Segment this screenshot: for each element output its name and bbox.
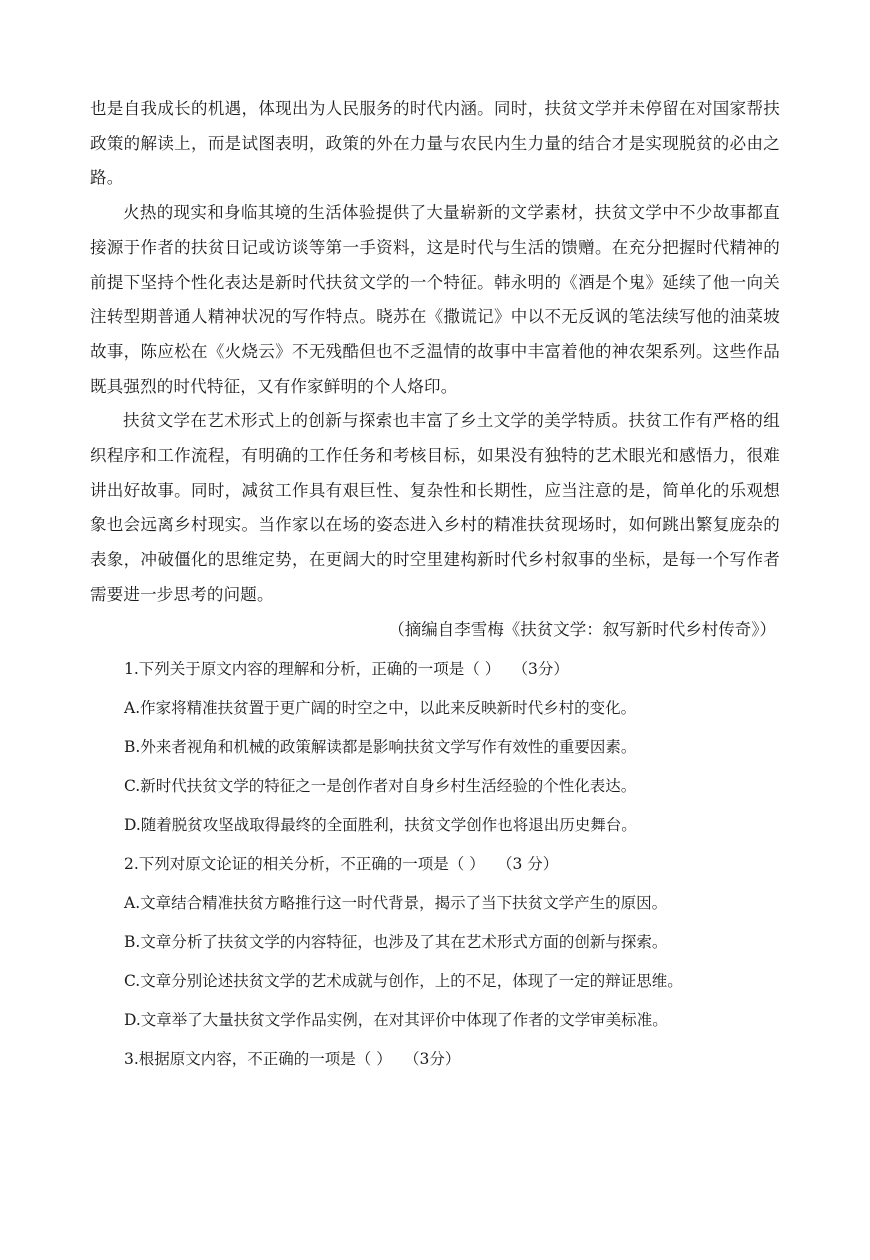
document-page	[90, 92, 780, 1079]
paragraph-3: 扶贫文学在艺术形式上的创新与探索也丰富了乡土文学的美学特质。扶贫工作有严格的组织程序和工作流程，有明确的工作任务和考核目标，如果没有独特的艺术眼光和感悟力，很难讲出好故事。同时，减贫工作具有艰巨性、复杂性和长期性，应当注意的是，简单化的乐观想象也会远离乡村现实。当作家以在场的姿态进入乡村的精准扶贫现场时，如何跳出繁复庞杂的表象，冲破僵化的思维定势，在更阔大的时空里建构新时代乡村叙事的坐标，是每一个写作者需要进一步思考的问题。	[90, 411, 780, 604]
question-list	[90, 650, 780, 1079]
question-stem	[124, 845, 780, 884]
option-a: A.文章结合精准扶贫方略推行这一时代背景，揭示了当下扶贫文学产生的原因。	[124, 894, 668, 913]
question-score: （3分）	[520, 660, 569, 679]
option-c: C.新时代扶贫文学的特征之一是创作者对自身乡村生活经验的个性化表达。	[124, 777, 637, 796]
option-a: A.作家将精准扶贫置于更广阔的时空之中，以此来反映新时代乡村的变化。	[124, 699, 637, 718]
option-c: C.文章分别论述扶贫文学的艺术成就与创作，上的不足，体现了一定的辩证思维。	[124, 972, 683, 991]
option-d: D.文章举了大量扶贫文学作品实例，在对其评价中体现了作者的文学审美标准。	[124, 1011, 668, 1030]
option-b: B.文章分析了扶贫文学的内容特征，也涉及了其在艺术形式方面的创新与探索。	[124, 933, 668, 952]
question-stem-text: 2.下列对原文论证的相关分析，不正确的一项是（ ）	[124, 855, 485, 874]
question-score: （3分）	[411, 1050, 461, 1069]
question-score: （3 分）	[504, 855, 559, 874]
paragraph-2: 火热的现实和身临其境的生活体验提供了大量崭新的文学素材，扶贫文学中不少故事都直接源于作者的扶贫日记或访谈等第一手资料，这是时代与生活的馈赠。在充分把握时代精神的前提下坚持个性化表达是新时代扶贫文学的一个特征。韩永明的《酒是个鬼》延续了他一向关注转型期普通人精神状况的写作特点。晓苏在《撒谎记》中以不无反讽的笔法续写他的油菜坡故事，陈应松在《火烧云》不无残酷但也不乏温情的故事中丰富着他的神农架系列。这些作品既具强烈的时代特征，又有作家鲜明的个人烙印。	[90, 203, 780, 396]
question-stem-text: 3.根据原文内容，不正确的一项是（ ）	[124, 1050, 392, 1069]
option-b: B.外来者视角和机械的政策解读都是影响扶贫文学写作有效性的重要因素。	[124, 738, 637, 757]
question-1	[124, 650, 780, 845]
question-stem	[124, 1040, 780, 1079]
option-d: D.随着脱贫攻坚战取得最终的全面胜利，扶贫文学创作也将退出历史舞台。	[124, 816, 637, 835]
question-3	[124, 1040, 780, 1079]
paragraph-1: 也是自我成长的机遇，体现出为人民服务的时代内涵。同时，扶贫文学并未停留在对国家帮扶政策的解读上，而是试图表明，政策的外在力量与农民内生力量的结合才是实现脱贫的必由之路。	[90, 99, 780, 188]
question-stem	[124, 650, 780, 689]
source-citation: （摘编自李雪梅《扶贫文学：叙写新时代乡村传奇》）	[388, 619, 776, 639]
question-stem-text: 1.下列关于原文内容的理解和分析，正确的一项是（ ）	[124, 660, 501, 679]
question-2	[124, 845, 780, 1040]
